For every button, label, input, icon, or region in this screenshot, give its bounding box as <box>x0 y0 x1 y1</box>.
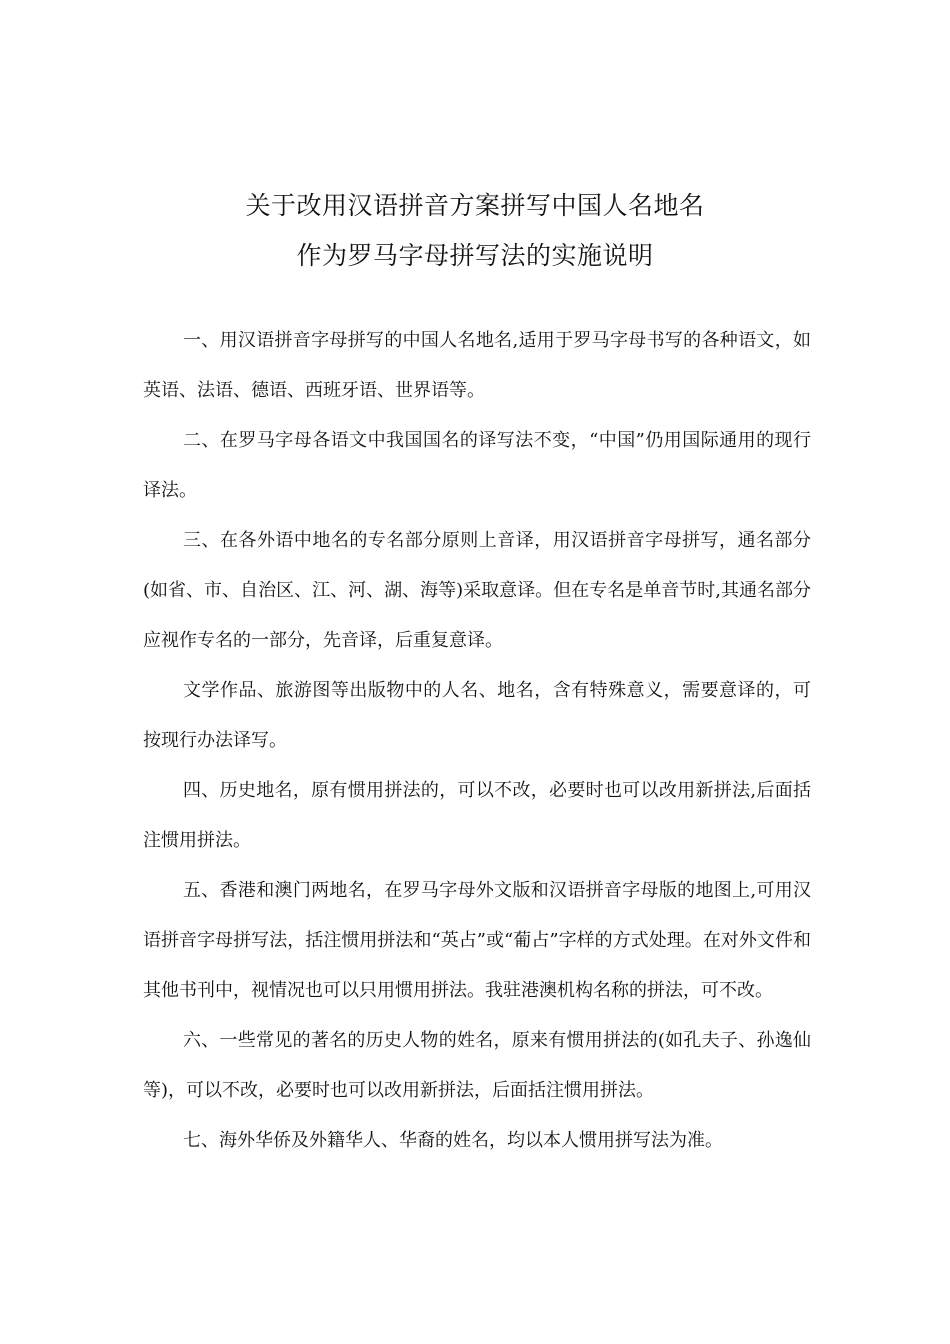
document-title-line-1: 关于改用汉语拼音方案拼写中国人名地名 <box>245 191 705 220</box>
paragraph-1: 一、用汉语拼音字母拼写的中国人名地名,适用于罗马字母书写的各种语文，如英语、法语、德语、西班牙语、世界语等。 <box>143 330 811 401</box>
paragraph-4: 文学作品、旅游图等出版物中的人名、地名，含有特殊意义，需要意译的，可按现行办法译写。 <box>143 680 811 751</box>
paragraph-8: 七、海外华侨及外籍华人、华裔的姓名，均以本人惯用拼写法为准。 <box>183 1130 723 1151</box>
document-title-line-2: 作为罗马字母拼写法的实施说明 <box>296 241 654 270</box>
paragraph-7: 六、一些常见的著名的历史人物的姓名，原来有惯用拼法的(如孔夫子、孙逸仙等)，可以不改，必要时也可以改用新拼法，后面括注惯用拼法。 <box>143 1030 811 1101</box>
paragraph-3: 三、在各外语中地名的专名部分原则上音译，用汉语拼音字母拼写，通名部分(如省、市、自治区、江、河、湖、海等)采取意译。但在专名是单音节时,其通名部分应视作专名的一部分，先音译，后重复意译。 <box>143 530 811 651</box>
paragraph-5: 四、历史地名，原有惯用拼法的，可以不改，必要时也可以改用新拼法,后面括注惯用拼法。 <box>143 780 811 851</box>
paragraph-2: 二、在罗马字母各语文中我国国名的译写法不变，“中国”仍用国际通用的现行译法。 <box>143 430 811 501</box>
paragraph-6: 五、香港和澳门两地名，在罗马字母外文版和汉语拼音字母版的地图上,可用汉语拼音字母拼写法，括注惯用拼法和“英占”或“葡占”字样的方式处理。在对外文件和其他书刊中，视情况也可以只用惯用拼法。我驻港澳机构名称的拼法，可不改。 <box>143 880 811 1001</box>
document-body <box>143 316 811 1166</box>
